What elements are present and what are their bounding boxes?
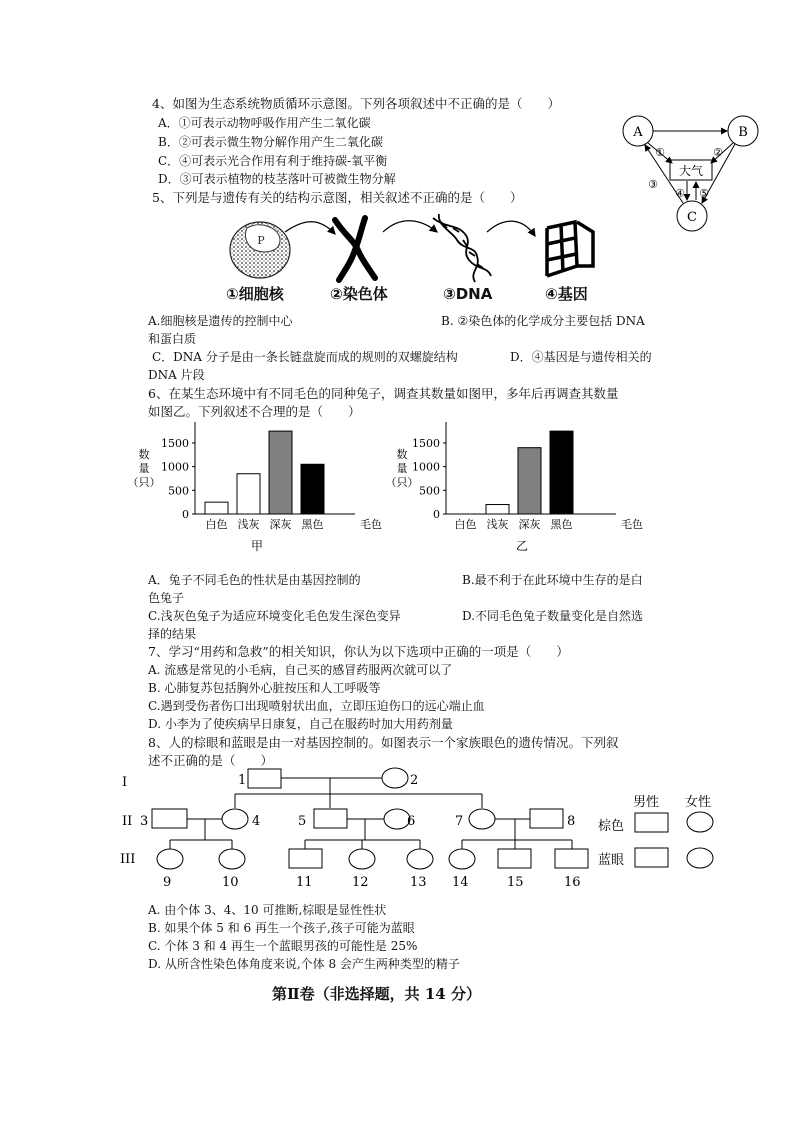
q5-stem: 5、下列是与遗传有关的结构示意图，相关叙述不正确的是（ ） [152,190,523,205]
svg-text:2: 2 [410,773,419,788]
q6-option-c: C.浅灰色兔子为适应环境变化毛色发生深色变异 [148,609,401,623]
individual-4 [222,809,248,829]
svg-text:15: 15 [507,875,524,890]
pedigree-chart [110,764,760,892]
q6-option-b-line1: B.最不利于在此环境中生存的是白 [462,573,643,587]
chart-jia-ytick-label: 1000 [161,460,189,474]
chart-yi-bar-3 [550,431,573,514]
gen-label-iii: III [120,852,136,867]
q4-option-b: B．②可表示微生物分解作用产生二氧化碳 [158,135,383,149]
chart-yi-xlabel: 毛色 [621,518,643,531]
chart-jia-ylabel-part-2: （只） [127,476,161,489]
q8-stem-line1: 8、人的棕眼和蓝眼是由一对基因控制的。如图表示一个家族眼色的遗传情况。下列叙 [148,735,619,750]
label-nucleus: ①细胞核 [226,285,284,303]
q8-stem-line2: 述不正确的是（ ） [148,753,274,768]
individual-2 [382,768,408,788]
q7-option-b: B. 心肺复苏包括胸外心脏按压和人工呼吸等 [148,681,381,695]
chart-jia-bar-1 [237,474,260,514]
q6-option-d-line1: D.不同毛色兔子数量变化是自然选 [462,609,644,623]
individual-1 [248,769,281,788]
q7-stem: 7、学习“用药和急救”的相关知识，你认为以下选项中正确的一项是（ ） [148,644,569,659]
cell-nucleus-image [230,222,290,278]
q6-option-d-line2: 择的结果 [148,627,197,641]
svg-text:1: 1 [238,773,247,788]
dna-helix-image [433,214,491,282]
chart-jia-ylabel-part-1: 量 [138,462,150,475]
chart-jia-ytick-label: 500 [168,484,189,498]
section-heading: 第Ⅱ卷（非选择题，共 14 分） [272,985,481,1003]
q4-option-d: D．③可表示植物的枝茎落叶可被微生物分解 [158,172,396,186]
svg-text:5: 5 [298,814,307,829]
chart-jia-category-label-3: 黑色 [301,518,324,531]
chart-jia-bar-3 [301,464,324,514]
arrow-2-label: ② [713,146,723,159]
q5-option-b-line2: 和蛋白质 [148,332,197,346]
individual-9 [157,849,183,869]
chart-yi-bar-2 [518,448,541,514]
arrow-4-label: ④ [675,187,685,200]
node-b-label: B [738,125,748,140]
chart-yi-category-label-3: 黑色 [550,518,573,531]
carbon-cycle-diagram [620,112,765,238]
legend-female: 女性 [685,795,712,810]
individual-16 [555,849,588,868]
chart-jia-category-label-2: 深灰 [269,518,292,531]
chart-yi-title: 乙 [515,539,529,553]
q7-option-c: C.遇到受伤者伤口出现喷射状出血，立即压迫伤口的远心端止血 [148,699,485,713]
legend-brown: 棕色 [598,819,625,834]
chart-jia-title: 甲 [250,539,264,553]
svg-text:11: 11 [296,875,313,890]
arrow-1-label: ① [655,146,665,159]
svg-text:9: 9 [163,875,172,890]
chart-jia-bar-2 [269,431,292,514]
individual-3 [152,809,187,828]
svg-text:4: 4 [252,814,261,829]
individual-5 [314,809,347,828]
chart-jia-ylabel-part-0: 数 [138,448,150,461]
q4-option-a: A．①可表示动物呼吸作用产生二氧化碳 [158,116,371,130]
chart-jia-ytick-label: 1500 [161,436,189,450]
legend-brown-male [635,813,668,832]
label-gene: ④基因 [545,285,588,303]
chart-yi-ytick-label: 500 [419,484,440,498]
gen-label-i: I [122,775,128,790]
individual-13 [407,849,433,869]
legend-blue-male [635,848,668,867]
q5-option-a: A.细胞核是遗传的控制中心 [148,314,293,328]
svg-text:6: 6 [407,814,416,829]
svg-text:14: 14 [452,875,469,890]
chart-jia-xlabel: 毛色 [360,518,382,531]
chart-yi-ytick-label: 1000 [412,460,440,474]
q6-stem-line1: 6、在某生态环境中有不同毛色的同种兔子，调查其数量如图甲，多年后再调查其数量 [148,386,619,401]
q7-option-a: A. 流感是常见的小毛病，自己买的感冒药服两次就可以了 [148,663,453,677]
chart-jia-category-label-0: 白色 [205,518,228,531]
genetics-structure-figure [225,210,610,285]
chart-yi-category-label-0: 白色 [454,518,477,531]
individual-15 [498,849,531,868]
q6-option-a: A．兔子不同毛色的性状是由基因控制的 [148,573,361,587]
chart-yi-category-label-1: 浅灰 [486,518,509,531]
legend-brown-female [687,812,713,832]
individual-7 [469,809,495,829]
q8-option-d: D. 从所含性染色体角度来说,个体 8 会产生两种类型的精子 [148,957,460,971]
svg-text:7: 7 [455,814,464,829]
chart-yi-ytick-label: 1500 [412,436,440,450]
q6-option-b-line2: 色兔子 [148,591,185,605]
individual-12 [349,849,375,869]
individual-10 [219,849,245,869]
svg-text:13: 13 [410,875,427,890]
chart-yi-ylabel-part-1: 量 [396,462,408,475]
chart-jia-ytick-label: 0 [182,508,189,521]
q4-stem: 4、如图为生态系统物质循环示意图。下列各项叙述中不正确的是（ ） [152,96,560,111]
q7-option-d: D. 小李为了使疾病早日康复，自己在服药时加大用药剂量 [148,717,453,731]
q4-option-c: C．④可表示光合作用有利于维持碳-氧平衡 [158,154,388,168]
legend-blue-female [687,848,713,868]
individual-8 [530,809,563,828]
q8-option-b: B. 如果个体 5 和 6 再生一个孩子,孩子可能为蓝眼 [148,921,415,935]
chart-jia-bar-0 [205,502,228,514]
arrow-5-label: ⑤ [699,187,709,200]
svg-text:8: 8 [567,814,576,829]
q8-option-c: C. 个体 3 和 4 再生一个蓝眼男孩的可能性是 25% [148,939,418,953]
svg-text:12: 12 [352,875,369,890]
chart-yi-ylabel-part-0: 数 [396,448,408,461]
legend-male: 男性 [633,795,660,810]
q5-option-c: C．DNA 分子是由一条长链盘旋而成的规则的双螺旋结构 [152,350,458,364]
svg-text:16: 16 [564,875,581,890]
chromosome-image [335,218,375,280]
q5-option-d-line1: D．④基因是与遗传相关的 [510,350,652,364]
chart-yi-category-label-2: 深灰 [518,518,541,531]
svg-text:P: P [257,234,265,247]
q6-stem-line2: 如图乙。下列叙述不合理的是（ ） [148,404,361,419]
q8-option-a: A. 由个体 3、4、10 可推断,棕眼是显性性状 [148,903,387,917]
gene-image [547,222,593,276]
legend-blue: 蓝眼 [598,853,625,868]
arrow-3-label: ③ [648,178,658,191]
svg-text:10: 10 [222,875,239,890]
bar-chart-yi [380,418,650,553]
bar-chart-jia [127,418,392,553]
q5-option-b-line1: B. ②染色体的化学成分主要包括 DNA [441,314,645,328]
chart-yi-ylabel-part-2: （只） [385,476,419,489]
node-c-label: C [687,210,697,225]
node-a-label: A [633,125,643,140]
chart-yi-ytick-label: 0 [433,508,440,521]
q5-option-d-line2: DNA 片段 [148,368,205,382]
atmosphere-label: 大气 [678,164,704,178]
individual-11 [289,849,322,868]
label-dna: ③DNA [443,285,493,303]
label-chromosome: ②染色体 [330,285,388,303]
chart-yi-bar-1 [486,505,509,514]
gen-label-ii: II [122,814,133,829]
svg-text:3: 3 [140,814,149,829]
individual-14 [449,849,475,869]
chart-jia-category-label-1: 浅灰 [237,518,260,531]
